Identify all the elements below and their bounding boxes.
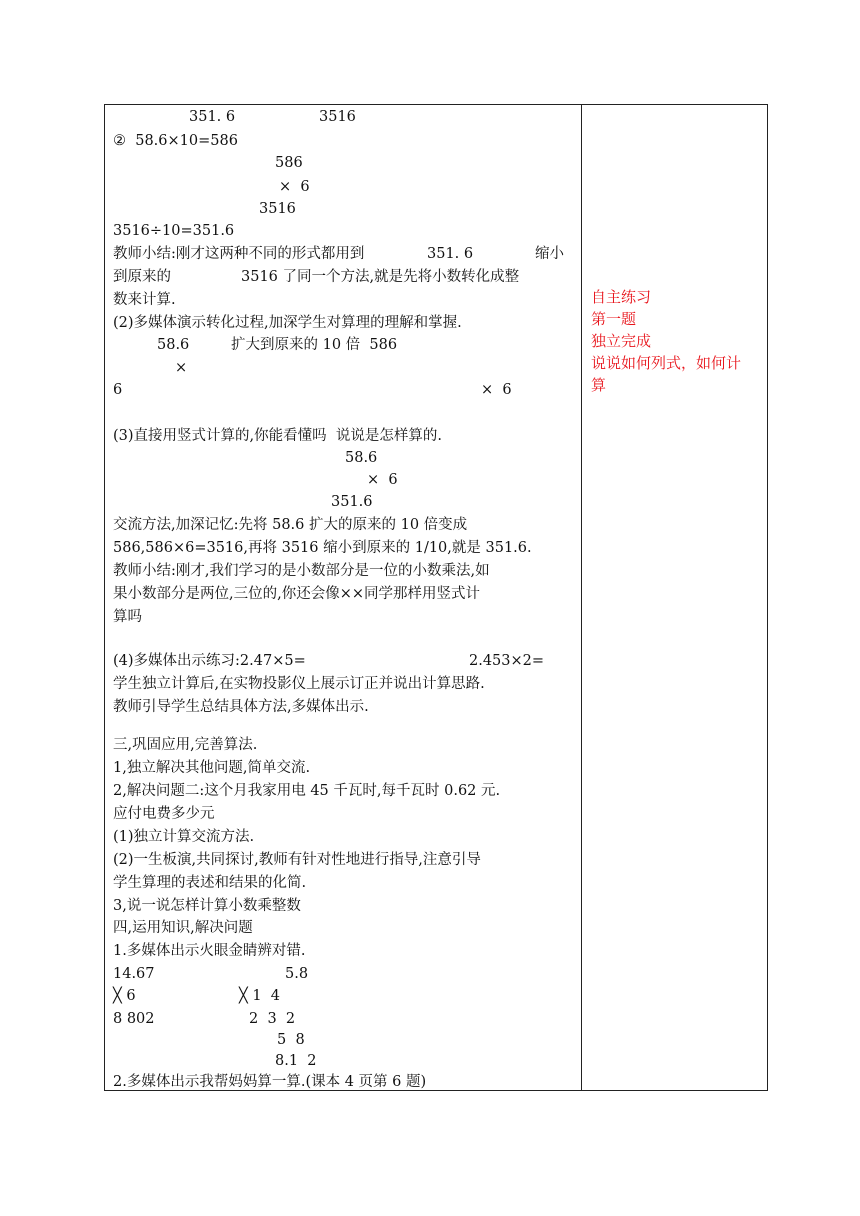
text-line: 351. 6 — [427, 246, 474, 262]
text-line: 58.6 — [157, 337, 190, 353]
text-line: 2 3 2 — [249, 1011, 296, 1027]
text-line: 8.1 2 — [275, 1053, 317, 1069]
text-line: 58.6 — [345, 450, 378, 466]
text-line: ╳ 1 4 — [239, 988, 281, 1004]
text-line: 2,解决问题二:这个月我家用电 45 千瓦时,每千瓦时 0.62 元. — [113, 783, 501, 799]
text-line: × 6 — [481, 382, 512, 398]
text-line: 交流方法,加深记忆:先将 58.6 扩大的原来的 10 倍变成 — [113, 517, 468, 533]
text-line: 学生独立计算后,在实物投影仪上展示订正并说出计算思路. — [113, 676, 485, 692]
text-line: × 6 — [279, 179, 310, 195]
text-line: 教师引导学生总结具体方法,多媒体出示. — [113, 699, 369, 715]
text-line: 扩大到原来的 10 倍 586 — [231, 337, 398, 353]
text-line: 三,巩固应用,完善算法. — [113, 737, 258, 753]
text-line: 教师小结:刚才这两种不同的形式都用到 — [113, 246, 365, 262]
text-line: 应付电费多少元 — [113, 806, 215, 822]
text-line: 1,独立解决其他问题,简单交流. — [113, 760, 311, 776]
text-line: (3)直接用竖式计算的,你能看懂吗 说说是怎样算的. — [113, 428, 442, 444]
text-line: 算吗 — [113, 609, 142, 625]
lesson-table — [104, 104, 768, 1091]
text-line: 351. 6 — [189, 109, 236, 125]
text-line: 586,586×6=3516,再将 3516 缩小到原来的 1/10,就是 351.6. — [113, 540, 532, 556]
note-line: 第一题 — [591, 310, 637, 328]
text-line: 6 — [113, 382, 123, 398]
text-line: ② 58.6×10=586 — [113, 133, 238, 149]
note-line: 独立完成 — [591, 332, 652, 350]
text-line: 5.8 — [285, 966, 309, 982]
text-line: 8 802 — [113, 1011, 155, 1027]
text-line: 四,运用知识,解决问题 — [113, 920, 253, 936]
text-line: 14.67 — [113, 966, 155, 982]
text-line: 缩小 — [535, 246, 564, 262]
text-line: 3516 — [319, 109, 356, 125]
text-line: (4)多媒体出示练习:2.47×5= — [113, 653, 306, 669]
text-line: 586 — [275, 155, 303, 171]
text-line: × 6 — [367, 472, 398, 488]
text-line: 到原来的 — [113, 269, 171, 285]
note-line: 自主练习 — [591, 288, 652, 306]
text-line: 数来计算. — [113, 292, 176, 308]
text-line: (2)多媒体演示转化过程,加深学生对算理的理解和掌握. — [113, 315, 462, 331]
text-line: 3516 了同一个方法,就是先将小数转化成整 — [241, 269, 520, 285]
text-line: (1)独立计算交流方法. — [113, 829, 255, 845]
text-line: 2.多媒体出示我帮妈妈算一算.(课本 4 页第 6 题) — [113, 1074, 427, 1090]
text-line: 3516 — [259, 201, 296, 217]
text-line: 3,说一说怎样计算小数乘整数 — [113, 898, 301, 914]
text-line: 果小数部分是两位,三位的,你还会像××同学那样用竖式计 — [113, 586, 481, 602]
text-line: 2.453×2= — [469, 653, 545, 669]
column-divider — [581, 105, 582, 1090]
text-line: ╳ 6 — [113, 988, 136, 1004]
note-line: 算 — [591, 376, 607, 394]
text-line: 学生算理的表述和结果的化简. — [113, 875, 307, 891]
text-line: 351.6 — [331, 494, 373, 510]
text-line: 5 8 — [277, 1032, 305, 1048]
text-line: (2)一生板演,共同探讨,教师有针对性地进行指导,注意引导 — [113, 852, 481, 868]
text-line: 1.多媒体出示火眼金睛辨对错. — [113, 943, 306, 959]
text-line: 3516÷10=351.6 — [113, 223, 235, 239]
note-line: 说说如何列式，如何计 — [591, 354, 742, 372]
text-line: 教师小结:刚才,我们学习的是小数部分是一位的小数乘法,如 — [113, 563, 490, 579]
text-line: × — [175, 360, 188, 376]
